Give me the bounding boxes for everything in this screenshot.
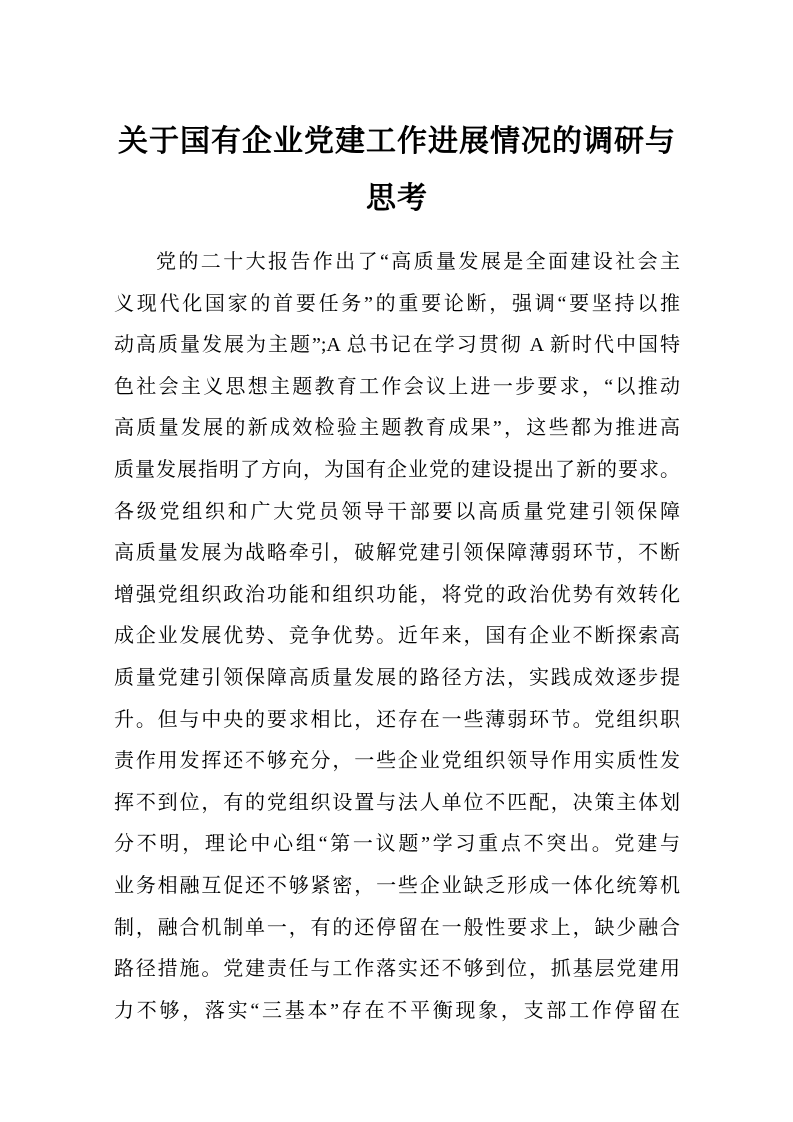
body-text-line: 升。但与中央的要求相比，还存在一些薄弱环节。党组织职 — [114, 708, 680, 731]
body-text-line: 业务相融互促还不够紧密，一些企业缺乏形成一体化统筹机 — [114, 874, 680, 897]
body-text-line: 责作用发挥还不够充分，一些企业党组织领导作用实质性发 — [114, 750, 680, 773]
document-title — [114, 113, 680, 227]
body-text-line: 挥不到位，有的党组织设置与法人单位不匹配，决策主体划 — [114, 791, 680, 814]
body-text-line: 义现代化国家的首要任务”的重要论断，强调“要坚持以推 — [114, 292, 680, 315]
body-text-line: 制，融合机制单一，有的还停留在一般性要求上，缺少融合 — [114, 916, 680, 939]
body-text-line: 高质量发展为战略牵引，破解党建引领保障薄弱环节，不断 — [114, 542, 680, 565]
document-content — [114, 113, 680, 1032]
body-text-line: 增强党组织政治功能和组织功能，将党的政治优势有效转化 — [114, 583, 680, 606]
document-body — [114, 242, 680, 1032]
body-text-line: 高质量发展的新成效检验主题教育成果”，这些都为推进高 — [114, 417, 680, 440]
body-text-line: 质量发展指明了方向，为国有企业党的建设提出了新的要求。 — [114, 458, 680, 481]
body-text-line: 色社会主义思想主题教育工作会议上进一步要求，“以推动 — [114, 375, 680, 398]
document-title-line-2: 思考 — [366, 181, 428, 216]
body-text-line: 力不够，落实“三基本”存在不平衡现象，支部工作停留在 — [114, 999, 680, 1022]
body-text-line: 各级党组织和广大党员领导干部要以高质量党建引领保障 — [114, 500, 680, 523]
body-text-line: 党的二十大报告作出了“高质量发展是全面建设社会主 — [156, 251, 680, 273]
body-text-line: 分不明，理论中心组“第一议题”学习重点不突出。党建与 — [114, 833, 680, 856]
body-text-line: 成企业发展优势、竞争优势。近年来，国有企业不断探索高 — [114, 625, 680, 648]
body-text-line: 路径措施。党建责任与工作落实还不够到位，抓基层党建用 — [114, 958, 680, 981]
document-title-line-1: 关于国有企业党建工作进展情况的调研与 — [118, 124, 676, 159]
body-text-line: 动高质量发展为主题”;A 总书记在学习贯彻 A 新时代中国特 — [114, 334, 680, 357]
body-text-line: 质量党建引领保障高质量发展的路径方法，实践成效逐步提 — [114, 666, 680, 689]
